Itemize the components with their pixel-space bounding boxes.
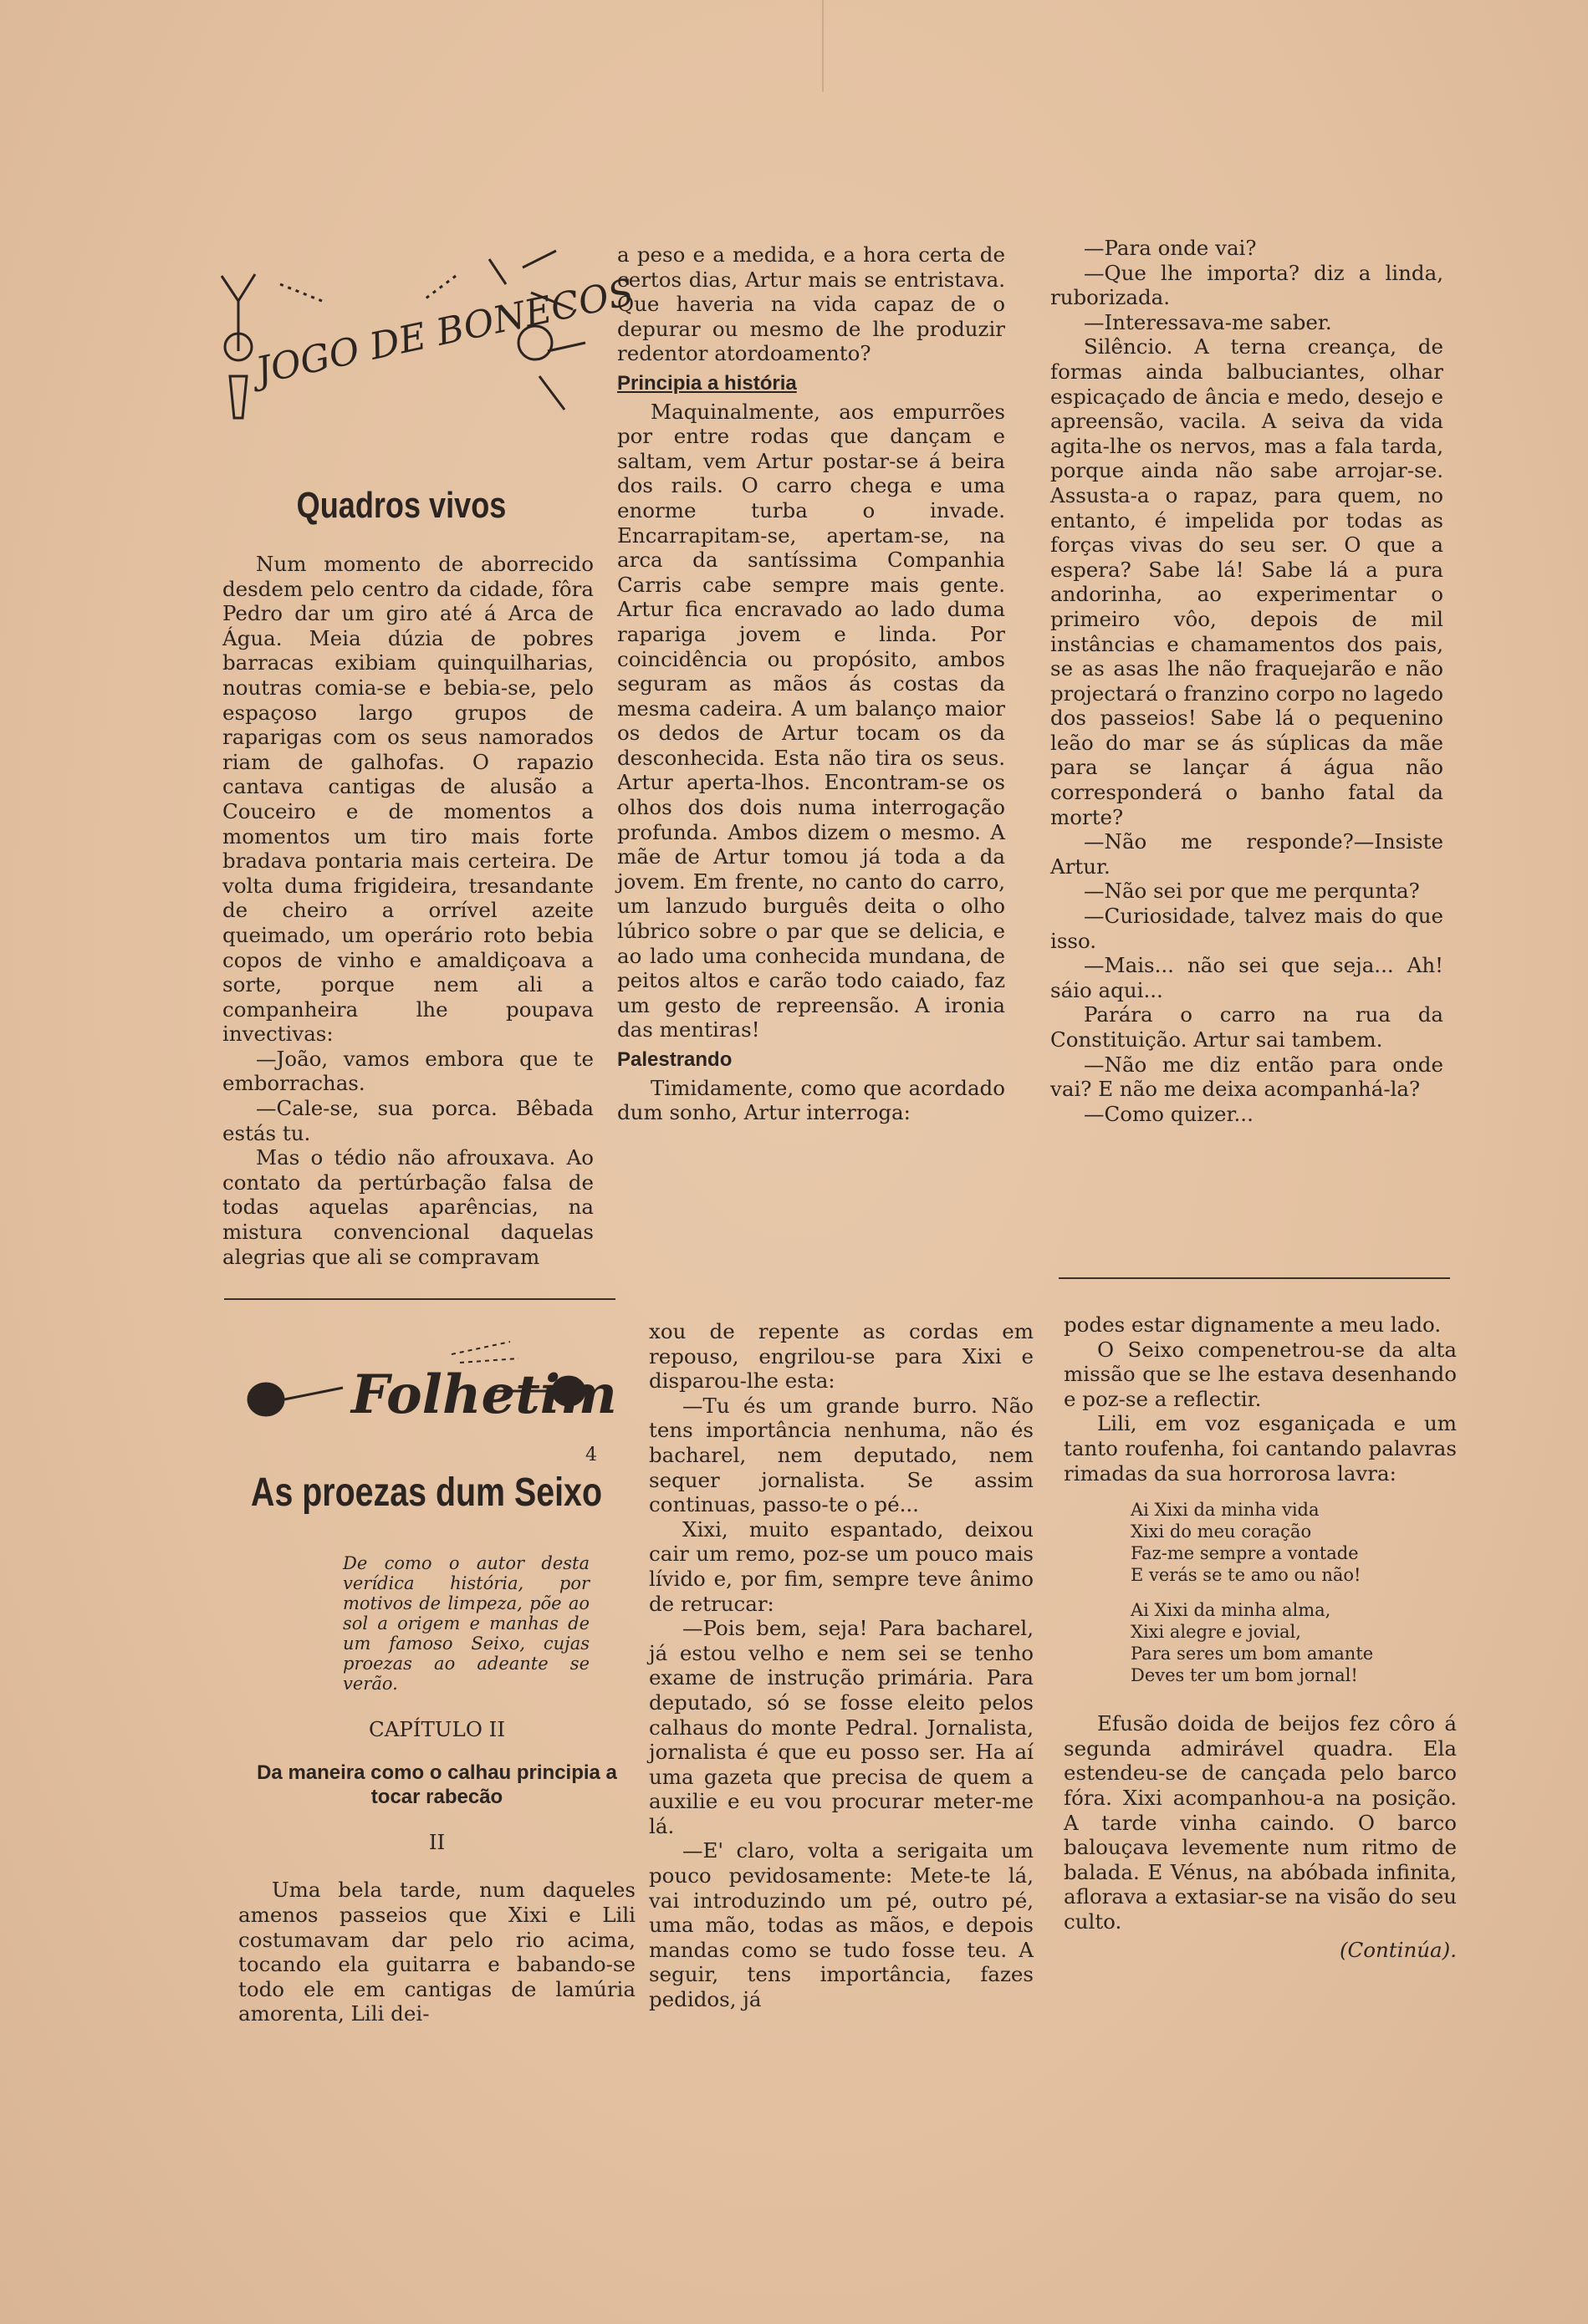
top-column-1 (222, 552, 594, 1269)
poem-line: Ai Xixi da minha alma, (1131, 1600, 1331, 1621)
article-title: As proezas dum Seixo (251, 1470, 602, 1515)
dialogue-line: —Não me responde?—Insiste Artur. (1050, 829, 1443, 879)
installment-number: 4 (585, 1445, 597, 1465)
paragraph: xou de repente as cordas em repouso, engrilou-se para Xixi e disparou-lhe esta: (649, 1319, 1034, 1394)
poem-line: Xixi do meu coração (1131, 1521, 1312, 1542)
top-column-2 (617, 242, 1005, 1125)
poem-line: Faz-me sempre a vontade (1131, 1543, 1359, 1564)
poem-line: Xixi alegre e jovial, (1131, 1622, 1301, 1643)
dialogue-line: —Para onde vai? (1084, 236, 1257, 260)
top-column-3 (1050, 236, 1443, 1126)
paragraph: Num momento de aborrecido desdem pelo centro da cidade, fôra Pedro dar um giro até á Arca de Água. Meia dúzia de pobres barracas exibiam quinquilharias, noutras comia-se e bebia-se, pelo espaçoso largo grupos de raparigas com os seus namorados riam de galhofas. O rapazio cantava cantigas de alusão a Couceiro e de momentos a momentos um tiro mais forte bradava pontaria mais certeira. De volta duma frigideira, tresandante de cheiro a orrível azeite queimado, um operário roto bebia copos de vinho e amaldiçoava a sorte, porque nem ali a companheira lhe poupava invectivas: (222, 552, 594, 1047)
paragraph: Xixi, muito espantado, deixou cair um remo, poz-se um pouco mais lívido e, por fim, sempre teve ânimo de retrucar: (649, 1516, 1034, 1616)
dialogue-line: —Curiosidade, talvez mais do que isso. (1050, 904, 1443, 953)
paragraph: —João, vamos embora que te emborrachas. (222, 1046, 594, 1096)
dialogue-line: —Não sei por que me perqunta? (1084, 879, 1420, 904)
paragraph: podes estar dignamente a meu lado. (1064, 1312, 1442, 1337)
section-divider (224, 1298, 615, 1300)
paragraph: Mas o tédio não afrouxava. Ao contato da pertúrbação falsa de todas aquelas aparências, na mistura convencional daquelas alegrias que ali se compravam (222, 1145, 594, 1269)
paragraph: —Cale-se, sua porca. Bêbada estás tu. (222, 1096, 594, 1145)
dialogue-line: —Não me diz então para onde vai? E não me deixa acompanhá-la? (1050, 1052, 1443, 1102)
dialogue-line: —Que lhe importa? diz a linda, ruborizada. (1050, 260, 1443, 310)
poem-stanza-1 (1131, 1499, 1457, 1586)
poem-line: Para seres um bom amante (1131, 1644, 1374, 1664)
paragraph: Efusão doida de beijos fez côro á segunda admirável quadra. Ela estendeu-se de cançada pelo barco fóra. Xixi acompanhou-a na posição. A tarde vinha caindo. O barco balouçava levemente num ritmo de balada. E Vénus, na abóbada infinita, aflorava a extasiar-se na visão do seu culto. (1064, 1711, 1457, 1934)
dialogue-line: —Mais... não sei que seja... Ah! sáio aqui... (1050, 953, 1443, 1002)
emblem-text: Folhetim (351, 1363, 617, 1426)
paragraph: a peso e a medida, e a hora certa de certos dias, Artur mais se entristava. Que haveria na vida capaz de o depurar ou mesmo de lhe produzir redentor atordoamento? (617, 242, 1005, 366)
paragraph: Parára o carro na rua da Constituição. Artur sai tambem. (1050, 1002, 1443, 1052)
folhetim-emblem (243, 1338, 617, 1438)
page-fold-crease (822, 0, 824, 92)
poem-line: Deves ter um bom jornal! (1131, 1665, 1358, 1686)
bottom-column-3 (1064, 1312, 1457, 1962)
dialogue-line: —Tu és um grande burro. Não tens importância nenhuma, não és bacharel, nem deputado, nem sequer jornalista. Se assim continuas, passo-te o pé... (649, 1393, 1034, 1517)
dialogue-line: —E' claro, volta a serigaita um pouco pevidosamente: Mete-te lá, vai introduzindo um pé, outro pé, uma mão, todas as mãos, e depois mandas como se tudo fosse teu. A seguir, tens importância, fazes pedidos, já (649, 1838, 1034, 2012)
continues-marker: (Continúa). (1339, 1937, 1457, 1962)
section-heading: Principia a história (617, 371, 797, 395)
dialogue-line: —Interessava-me saber. (1084, 309, 1332, 334)
chapter-label: CAPÍTULO II (368, 1717, 506, 1741)
section-heading: Palestrando (617, 1048, 733, 1071)
paragraph: Uma bela tarde, num daqueles amenos passeios que Xixi e Lili costumavam dar pelo rio acima, tocando ela guitarra e babando-se todo ele em cantigas de lamúria amorenta, Lili dei- (238, 1878, 636, 2026)
jogo-de-bonecos-emblem (205, 251, 638, 443)
bottom-column-2 (649, 1319, 1034, 2012)
emblem-text: JOGO DE BONECOS (252, 271, 638, 393)
chapter-title: Da maneira como o calhau principia a tocar rabecão (257, 1761, 617, 1809)
dialogue-line: —Como quizer... (1084, 1101, 1254, 1126)
paragraph: Silêncio. A terna creança, de formas ainda balbuciantes, olhar espicaçado de ância e medo, desejo e apreensão, vacila. A seiva da vida agita-lhe os nervos, mas a fala tarda, porque ainda não sabe arrojar-se. Assusta-a o rapaz, para quem, no entanto, é impelida por todas as forças vivas do seu ser. O que a espera? Sabe lá! Sabe lá a pura andorinha, ao experimentar o primeiro vôo, depois de mil instâncias e chamamentos dos pais, se as asas lhe não fraquejarão e não projectará o franzino corpo no lagedo dos passeios! Sabe lá o pequenino leão do mar se ás súplicas da mãe para se lançar á água não corresponderá o banho fatal da morte? (1050, 334, 1443, 829)
bottom-column-1 (238, 1553, 636, 2026)
paragraph: O Seixo compenetrou-se da alta missão que se lhe estava desenhando e poz-se a reflectir. (1064, 1337, 1457, 1411)
poem-stanza-2 (1131, 1599, 1457, 1686)
poem-line: E verás se te amo ou não! (1131, 1565, 1361, 1586)
poem-line: Ai Xixi da minha vida (1131, 1500, 1320, 1521)
section-divider (1059, 1277, 1450, 1279)
section-number: II (428, 1829, 446, 1854)
paragraph: Lili, em voz esganiçada e um tanto roufenha, foi cantando palavras rimadas da sua horrorosa lavra: (1064, 1411, 1457, 1486)
paragraph: Maquinalmente, aos empurrões por entre rodas que dançam e saltam, vem Artur postar-se á beira dos rails. O carro chega e uma enorme turba o invade. Encarrapitam-se, apertam-se, na arca da santíssima Companhia Carris cabe sempre mais gente. Artur fica encravado ao lado duma rapariga jovem e linda. Por coincidência ou propósito, ambos seguram as mãos ás costas da mesma cadeira. A um balanço maior os dedos de Artur tocam os da desconhecida. Esta não tira os seus. Artur aperta-lhos. Encontram-se os olhos dos dois numa interrogação profunda. Ambos dizem o mesmo. A mãe de Artur tomou já toda a da jovem. Em frente, no canto do carro, um lanzudo burguês deita o olho lúbrico sobre o par que se delicia, e ao lado uma conhecida mundana, de peitos altos e carão todo caiado, faz um gesto de repreensão. A ironia das mentiras! (617, 399, 1005, 1042)
paragraph: Timidamente, como que acordado dum sonho, Artur interroga: (617, 1075, 1005, 1125)
dialogue-line: —Pois bem, seja! Para bacharel, já estou velho e nem sei se tenho exame de instrução primária. Para deputado, só se fosse eleito pelos calhaus do monte Pedral. Jornalista, jornalista é que eu posso ser. Ha aí uma gazeta que precisa de quem a auxilie e eu vou procurar meter-me lá. (649, 1616, 1034, 1838)
article-title: Quadros vivos (296, 485, 507, 526)
epigraph: De como o autor desta verídica história, por motivos de limpeza, põe ao sol a origem e manhas de um famoso Seixo, cujas proezas ao adeante se verão. (343, 1553, 590, 1694)
